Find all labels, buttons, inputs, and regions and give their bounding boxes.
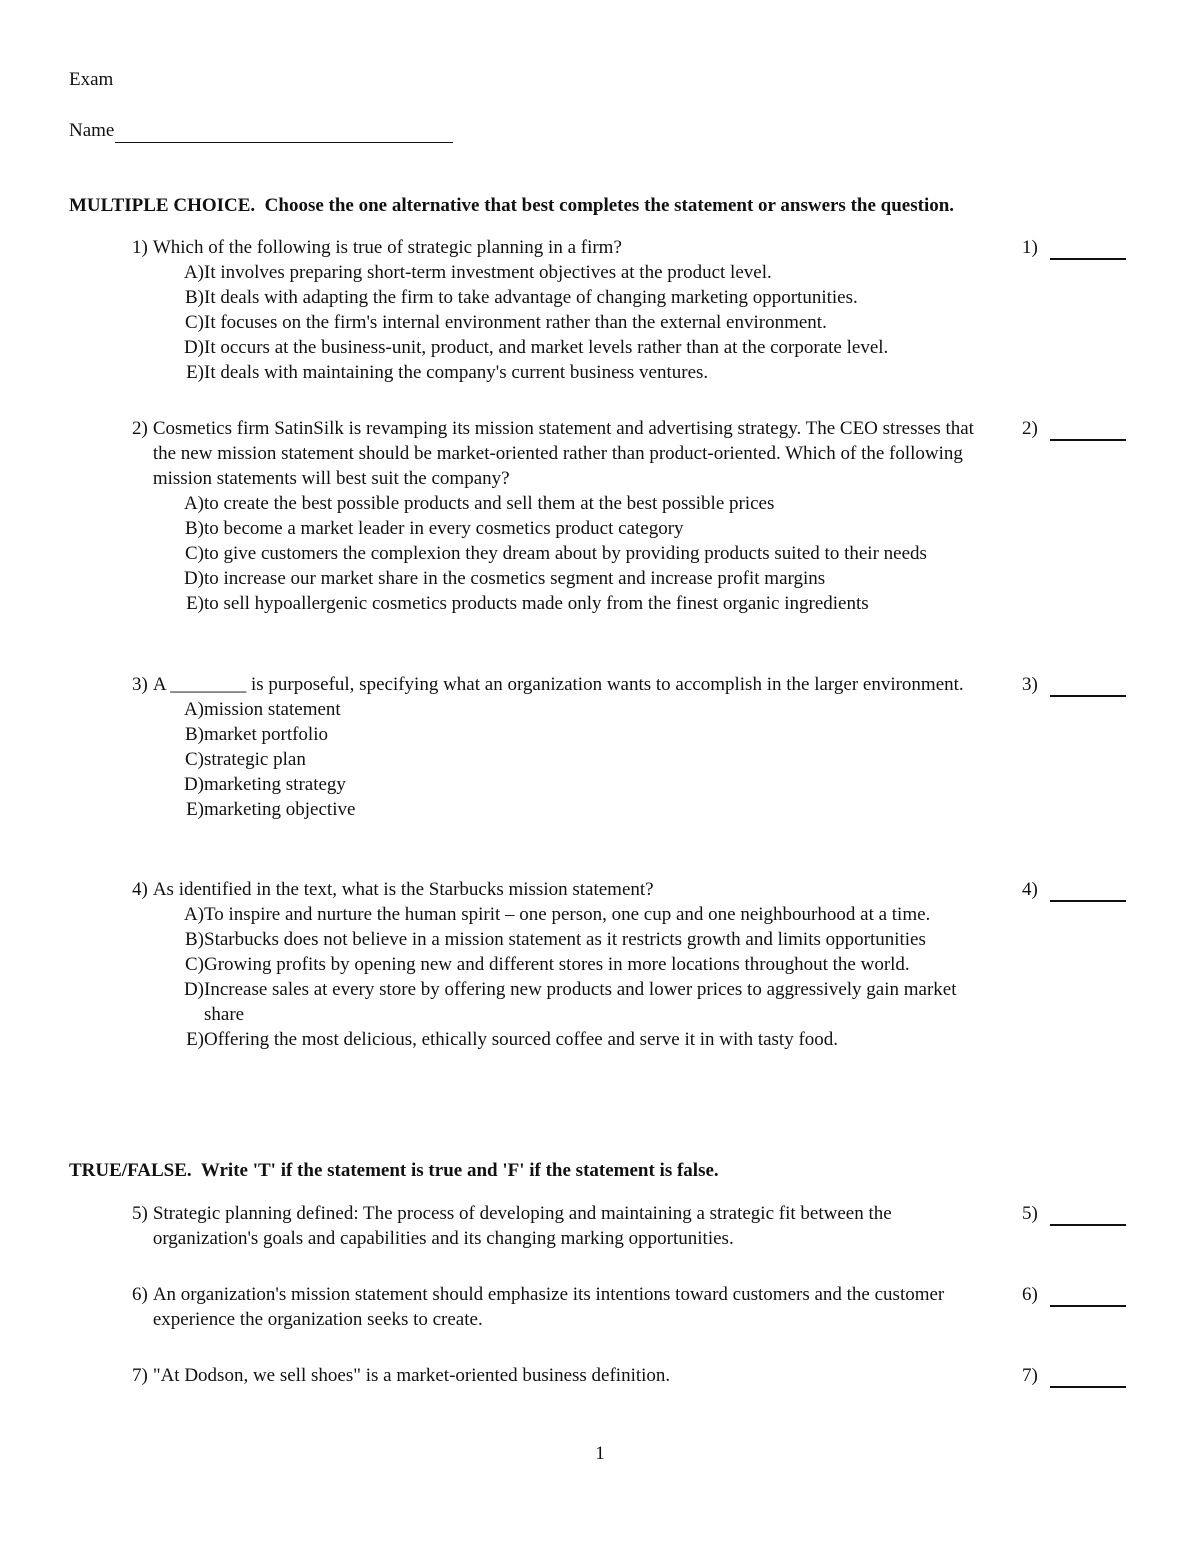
option-letter: B) [185,929,204,950]
option-letter: E) [186,1029,204,1050]
section-label: TRUE/FALSE. [69,1160,192,1181]
option-b [178,516,978,541]
option-text: Increase sales at every store by offering new products and lower prices to aggressively gain market share [204,979,957,1025]
option-text: It focuses on the firm's internal environment rather than the external environment. [204,312,827,333]
answer-number: 5) [1022,1203,1038,1224]
exam-title: Exam [69,69,114,90]
option-text: mission statement [204,699,341,720]
answer-blank[interactable] [1050,1206,1126,1226]
option-letter: B) [185,518,204,539]
option-letter: C) [185,543,204,564]
option-b [178,722,978,747]
question-4 [132,877,1132,1052]
answer-slot-2 [1022,416,1126,441]
question-7 [132,1363,1132,1388]
option-text: To inspire and nurture the human spirit – one person, one cup and one neighbourhood at a time. [204,904,931,925]
name-blank-line[interactable] [115,122,453,143]
question-stem: Strategic planning defined: The process of developing and maintaining a strategic fit between the organization's goals and capabilities and its changing marking opportunities. [152,1203,892,1249]
options-list [178,260,978,385]
answer-number: 6) [1022,1284,1038,1305]
option-text: Starbucks does not believe in a mission statement as it restricts growth and limits opportunities [204,929,926,950]
answer-blank[interactable] [1050,882,1126,902]
option-text: It involves preparing short-term investment objectives at the product level. [204,262,772,283]
option-text: It occurs at the business-unit, product, and market levels rather than at the corporate level. [204,337,889,358]
option-e [178,1027,978,1052]
option-letter: B) [185,724,204,745]
section-label: MULTIPLE CHOICE. [69,195,256,216]
option-b [178,285,978,310]
option-letter: C) [185,954,204,975]
question-number: 3) [132,674,148,695]
question-stem: As identified in the text, what is the Starbucks mission statement? [152,879,654,900]
answer-number: 1) [1022,237,1038,258]
question-number: 4) [132,879,148,900]
option-text: to increase our market share in the cosmetics segment and increase profit margins [204,568,826,589]
option-e [178,797,978,822]
page-number: 1 [595,1443,605,1464]
option-b [178,927,978,952]
question-stem: A ________ is purposeful, specifying what an organization wants to accomplish in the larger environment. [152,674,964,695]
answer-slot-5 [1022,1201,1126,1226]
option-letter: D) [183,979,204,1000]
option-letter: D) [183,774,204,795]
option-letter: D) [183,568,204,589]
name-label: Name [69,120,115,141]
question-number: 5) [132,1203,148,1224]
option-letter: E) [186,799,204,820]
answer-number: 3) [1022,674,1038,695]
answer-blank[interactable] [1050,240,1126,260]
question-3 [132,672,1132,822]
option-text: marketing strategy [204,774,346,795]
answer-blank[interactable] [1050,677,1126,697]
question-2 [132,416,1132,616]
question-number: 2) [132,418,148,439]
answer-blank[interactable] [1050,1368,1126,1388]
option-a [178,697,978,722]
option-text: marketing objective [204,799,356,820]
option-c [178,747,978,772]
option-d [178,977,978,1027]
question-number: 6) [132,1284,148,1305]
option-e [178,360,978,385]
options-list [178,902,978,1052]
question-number: 7) [132,1365,148,1386]
option-letter: A) [183,699,204,720]
option-letter: C) [185,312,204,333]
options-list [178,491,978,616]
option-text: to create the best possible products and sell them at the best possible prices [204,493,775,514]
true-false-heading [69,1158,719,1183]
option-d [178,335,978,360]
option-letter: A) [183,493,204,514]
name-field [69,118,453,143]
option-text: It deals with adapting the firm to take advantage of changing marketing opportunities. [204,287,858,308]
question-stem: An organization's mission statement should emphasize its intentions toward customers and the customer experience the organization seeks to create. [152,1284,945,1330]
section-instructions: Write 'T' if the statement is true and 'F' if the statement is false. [200,1160,719,1181]
question-1 [132,235,1132,385]
answer-number: 2) [1022,418,1038,439]
question-5 [132,1201,1132,1251]
option-e [178,591,978,616]
option-letter: A) [183,904,204,925]
option-text: Offering the most delicious, ethically sourced coffee and serve it in with tasty food. [204,1029,839,1050]
option-a [178,902,978,927]
option-a [178,260,978,285]
question-stem: Cosmetics firm SatinSilk is revamping its mission statement and advertising strategy. The CEO stresses that the new mission statement should be market-oriented rather than product-oriented. Which of the following mission statements will best suit the company? [152,418,974,489]
question-stem: Which of the following is true of strategic planning in a firm? [152,237,622,258]
answer-number: 4) [1022,879,1038,900]
option-letter: E) [186,362,204,383]
answer-slot-4 [1022,877,1126,902]
multiple-choice-heading [69,193,954,218]
option-text: market portfolio [204,724,328,745]
option-text: Growing profits by opening new and different stores in more locations throughout the world. [204,954,910,975]
option-letter: E) [186,593,204,614]
option-c [178,541,978,566]
option-c [178,310,978,335]
option-text: to become a market leader in every cosmetics product category [204,518,684,539]
option-text: strategic plan [204,749,306,770]
question-6 [132,1282,1132,1332]
question-stem: "At Dodson, we sell shoes" is a market-oriented business definition. [152,1365,671,1386]
option-letter: C) [185,749,204,770]
answer-slot-7 [1022,1363,1126,1388]
answer-blank[interactable] [1050,1287,1126,1307]
answer-blank[interactable] [1050,421,1126,441]
option-letter: A) [183,262,204,283]
answer-slot-6 [1022,1282,1126,1307]
option-letter: B) [185,287,204,308]
option-letter: D) [183,337,204,358]
option-d [178,566,978,591]
option-text: It deals with maintaining the company's current business ventures. [204,362,709,383]
option-a [178,491,978,516]
section-instructions: Choose the one alternative that best completes the statement or answers the question. [264,195,955,216]
option-d [178,772,978,797]
option-text: to give customers the complexion they dream about by providing products suited to their needs [204,543,927,564]
answer-slot-3 [1022,672,1126,697]
option-c [178,952,978,977]
options-list [178,697,978,822]
option-text: to sell hypoallergenic cosmetics products made only from the finest organic ingredients [204,593,869,614]
answer-slot-1 [1022,235,1126,260]
question-number: 1) [132,237,148,258]
answer-number: 7) [1022,1365,1038,1386]
